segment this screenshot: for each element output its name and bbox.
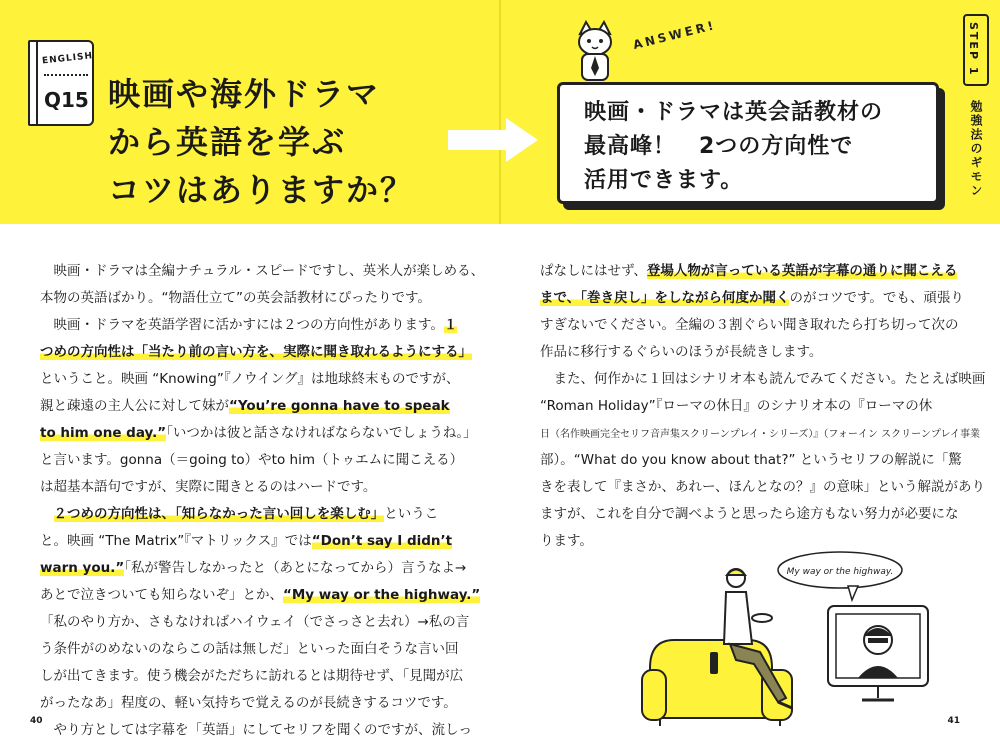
body-text: また、何作かに１回はシナリオ本も読んでみてください。たとえば映画 bbox=[540, 371, 986, 387]
text-line bbox=[540, 393, 962, 420]
highlight-text: 登場人物が言っている英語が字幕の通りに聞こえる bbox=[646, 263, 958, 279]
answer-line: 活用できます。 bbox=[584, 168, 744, 193]
text-line bbox=[40, 555, 467, 582]
body-text: きを表して『まさか、あれー、ほんとなの？』の意味」という解説があり bbox=[540, 479, 985, 495]
body-text: のがコツです。でも、頑張り bbox=[789, 290, 964, 306]
text-line bbox=[40, 636, 460, 663]
tv-watching-illustration bbox=[640, 548, 936, 728]
body-text: 「私のやり方か、さもなければハイウェイ（でさっさと去れ）→私の言 bbox=[40, 614, 470, 630]
body-text: “Roman Holiday”『ローマの休日』のシナリオ本の『ローマの休 bbox=[540, 398, 933, 414]
body-text: 日（名作映画完全セリフ音声集スクリーンプレイ・シリーズ）』（フォーイン スクリーンプレイ事業 bbox=[540, 429, 980, 440]
highlight-text: to him one day.” bbox=[40, 425, 167, 441]
text-line bbox=[40, 582, 481, 609]
body-text: ということ。映画 “Knowing”『ノウイング』は地球終末ものですが、 bbox=[40, 371, 460, 387]
body-text bbox=[40, 506, 54, 522]
highlight-text: “My way or the highway.” bbox=[283, 587, 481, 603]
text-line bbox=[40, 285, 460, 312]
question-number: Q15 bbox=[44, 88, 89, 112]
body-text: 親と疎遠の主人公に対して妹が bbox=[40, 398, 229, 414]
body-text: 作品に移行するぐらいのほうが長続きします。 bbox=[540, 344, 823, 360]
body-text: ります。 bbox=[540, 533, 593, 549]
text-line bbox=[40, 663, 464, 690]
text-line bbox=[40, 690, 460, 717]
answer-label: ANSWER! bbox=[631, 17, 718, 53]
question-title bbox=[108, 70, 468, 214]
speech-text: My way or the highway. bbox=[786, 567, 894, 577]
text-line bbox=[40, 501, 460, 528]
body-text: というこ bbox=[384, 506, 439, 522]
highlight-text: “You’re gonna have to speak bbox=[229, 398, 450, 414]
text-line bbox=[540, 420, 980, 447]
text-line bbox=[540, 447, 962, 474]
book-spine bbox=[36, 42, 38, 124]
highlight-text: まで、「巻き戻し」をしながら何度か聞く bbox=[540, 290, 790, 306]
body-text: 部）。“What do you know about that?” というセリフの解説に「驚 bbox=[540, 452, 962, 468]
text-line bbox=[40, 420, 477, 447]
body-text: やり方としては字幕を「英語」にしてセリフを聞くのですが、流しっ bbox=[40, 722, 472, 738]
highlight-text: １ bbox=[443, 317, 458, 333]
step-tab-label: STEP 1 bbox=[967, 22, 980, 77]
body-text: と。映画 “The Matrix”『マトリックス』では bbox=[40, 533, 312, 549]
text-line bbox=[40, 528, 460, 555]
question-line: から英語を学ぶ bbox=[108, 123, 347, 161]
book-dots bbox=[44, 74, 88, 76]
text-line bbox=[540, 366, 986, 393]
section-title: 勉強法のギモン bbox=[969, 100, 983, 198]
text-line bbox=[40, 366, 460, 393]
text-line bbox=[40, 258, 485, 285]
text-line bbox=[540, 285, 962, 312]
body-text: 「私が警告しなかったと（あとになってから）言うなよ→ bbox=[124, 560, 467, 576]
text-line bbox=[540, 312, 962, 339]
body-text: と言います。gonna（＝going to）やto him（トゥエムに聞こえる） bbox=[40, 452, 464, 468]
body-text: 映画・ドラマを英語学習に活かすには２つの方向性があります。 bbox=[40, 317, 444, 333]
page-number-left: 40 bbox=[30, 716, 43, 726]
highlight-text: warn you.” bbox=[40, 560, 125, 576]
text-line bbox=[540, 501, 962, 528]
english-book-icon bbox=[28, 40, 94, 126]
text-line bbox=[40, 609, 470, 636]
question-line: コツはありますか？ bbox=[108, 171, 415, 209]
text-line bbox=[40, 339, 472, 366]
answer-line: 映画・ドラマは英会話教材の bbox=[584, 100, 884, 125]
body-text: は超基本語句ですが、実際に聞きとるのはハードです。 bbox=[40, 479, 377, 495]
highlight-text: ２つめの方向性は、「知らなかった言い回しを楽しむ」 bbox=[53, 506, 385, 522]
text-line bbox=[40, 393, 460, 420]
book-tag: ENGLISH bbox=[41, 51, 94, 67]
body-text: しが出てきます。使う機会がただちに訪れるとは期待せず、「見聞が広 bbox=[40, 668, 464, 684]
highlight-text: つめの方向性は「当たり前の言い方を、実際に聞き取れるようにする」 bbox=[40, 344, 472, 360]
question-line: 映画や海外ドラマ bbox=[108, 75, 381, 113]
body-text: ぱなしにはせず、 bbox=[540, 263, 647, 279]
body-text: あとで泣きついても知らないぞ」とか、 bbox=[40, 587, 283, 603]
text-line bbox=[40, 312, 460, 339]
body-text: ますが、これを自分で調べようと思ったら途方もない努力が必要にな bbox=[540, 506, 959, 522]
page-gutter bbox=[499, 0, 501, 224]
body-text: 本物の英語ばかり。“物語仕立て”の英会話教材にぴったりです。 bbox=[40, 290, 431, 306]
body-text: すぎないでください。全編の３割ぐらい聞き取れたら打ち切って次の bbox=[540, 317, 959, 333]
text-line bbox=[540, 474, 985, 501]
left-text-column bbox=[40, 258, 485, 744]
right-text-column bbox=[540, 258, 986, 555]
arrow-right-icon bbox=[448, 118, 538, 162]
cat-mascot-icon bbox=[570, 20, 620, 84]
body-text: 映画・ドラマは全編ナチュラル・スピードですし、英米人が楽しめる、 bbox=[40, 263, 485, 279]
text-line bbox=[540, 339, 962, 366]
text-line bbox=[540, 258, 962, 285]
highlight-text: “Don’t say I didn’t bbox=[311, 533, 453, 549]
text-line bbox=[40, 447, 464, 474]
answer-box bbox=[557, 82, 939, 204]
step-tab bbox=[963, 14, 989, 86]
page-number-right: 41 bbox=[947, 716, 960, 726]
body-text: 「いつかは彼と話さなければならないでしょうね。」 bbox=[166, 425, 477, 441]
text-line bbox=[40, 474, 460, 501]
body-text: う条件がのめないのならこの話は無しだ」といった面白そうな言い回 bbox=[40, 641, 459, 657]
body-text: がったなあ」程度の、軽い気持ちで覚えるのが長続きするコツです。 bbox=[40, 695, 457, 711]
answer-line: 最高峰！ 2つの方向性で bbox=[584, 134, 854, 159]
